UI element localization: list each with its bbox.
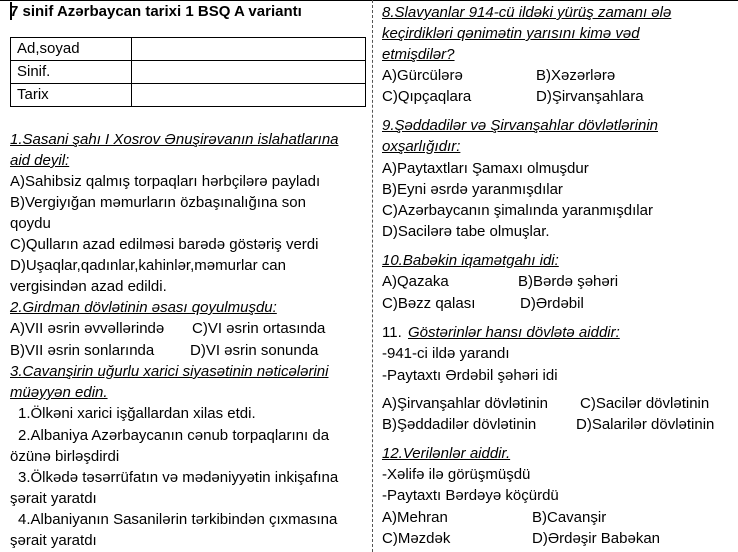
- name-label: Ad,soyad: [11, 38, 132, 61]
- q1-option-b-line2: qoydu: [10, 215, 51, 232]
- date-label: Tarix: [11, 84, 132, 107]
- table-row: [11, 61, 366, 84]
- q8-option-a: A)Gürcülərə: [382, 67, 463, 84]
- name-field[interactable]: [132, 38, 366, 61]
- q11-option-a: A)Şirvanşahlar dövlətinin: [382, 395, 548, 412]
- student-info-table: [10, 37, 366, 107]
- q10-text: 10.Babəkin iqamətgahı idi:: [382, 252, 559, 269]
- q12-feature-1: -Xəlifə ilə görüşmüşdü: [382, 466, 531, 483]
- q10-option-b: B)Bərdə şəhəri: [518, 273, 619, 290]
- q9-option-a: A)Paytaxtları Şamaxı olmuşdur: [382, 160, 589, 177]
- q3-item-3-line1: 3.Ölkədə təsərrüfatın və mədəniyyətin inkişafına: [18, 469, 339, 486]
- q11-text: Göstərinlər hansı dövlətə aiddir:: [408, 324, 620, 341]
- worksheet-title: 7 sinif Azərbaycan tarixi 1 BSQ A variantı: [10, 3, 302, 20]
- q9-text-line2: oxşarlığıdır:: [382, 138, 461, 155]
- q11-feature-1: -941-ci ildə yarandı: [382, 345, 510, 362]
- q8-text-line1: 8.Slavyanlar 914-cü ildəki yürüş zamanı ələ: [382, 4, 672, 21]
- q1-option-d-line2: vergisindən azad edildi.: [10, 278, 167, 295]
- q9-option-c: C)Azərbaycanın şimalında yaranmışdılar: [382, 202, 653, 219]
- q2-option-c: C)VI əsrin ortasında: [192, 320, 326, 337]
- q9-option-b: B)Eyni əsrdə yaranmışdılar: [382, 181, 563, 198]
- q11-option-d: D)Salarilər dövlətinin: [576, 416, 715, 433]
- q10-option-a: A)Qazaka: [382, 273, 449, 290]
- q10-option-c: C)Bəzz qalası: [382, 295, 476, 312]
- table-row: [11, 84, 366, 107]
- q10-option-d: D)Ərdəbil: [520, 295, 584, 312]
- column-divider: [372, 0, 373, 552]
- q1-option-a: A)Sahibsiz qalmış torpaqları hərbçilərə payladı: [10, 173, 321, 190]
- table-row: [11, 38, 366, 61]
- q3-item-1: 1.Ölkəni xarici işğallardan xilas etdi.: [18, 405, 256, 422]
- q2-option-a: A)VII əsrin əvvəllərində: [10, 320, 165, 337]
- q8-option-d: D)Şirvanşahlara: [536, 88, 644, 105]
- q3-item-2-line2: özünə birləşdirdi: [10, 448, 120, 465]
- q3-text-line2: müəyyən edin.: [10, 384, 108, 401]
- q2-option-d: D)VI əsrin sonunda: [190, 342, 319, 359]
- q8-option-c: C)Qıpçaqlara: [382, 88, 472, 105]
- q11-feature-2: -Paytaxtı Ərdəbil şəhəri idi: [382, 367, 558, 384]
- q9-option-d: D)Sacilərə tabe olmuşlar.: [382, 223, 550, 240]
- class-field[interactable]: [132, 61, 366, 84]
- q1-option-b-line1: B)Vergiyığan məmurların özbaşınalığına son: [10, 194, 306, 211]
- q3-text-line1: 3.Cavanşirin uğurlu xarici siyasətinin nəticələrini: [10, 363, 329, 380]
- q12-feature-2: -Paytaxtı Bərdəyə köçürdü: [382, 487, 559, 504]
- q1-option-d-line1: D)Uşaqlar,qadınlar,kahinlər,məmurlar can: [10, 257, 286, 274]
- q12-option-a: A)Mehran: [382, 509, 448, 526]
- class-label: Sinif.: [11, 61, 132, 84]
- q8-text-line2: keçirdikləri qənimətin yarısını kimə vəd: [382, 25, 640, 42]
- q8-text-line3: etmişdilər?: [382, 46, 455, 63]
- q12-option-b: B)Cavanşir: [532, 509, 607, 526]
- q3-item-4-line1: 4.Albaniyanın Sasanilərin tərkibindən çıxmasına: [18, 511, 338, 528]
- q1-text-line2: aid deyil:: [10, 152, 70, 169]
- q3-item-2-line1: 2.Albaniya Azərbaycanın cənub torpaqlarını da: [18, 427, 330, 444]
- q1-option-c: C)Qulların azad edilməsi barədə göstəriş verdi: [10, 236, 319, 253]
- q2-text: 2.Girdman dövlətinin əsası qoyulmuşdu:: [10, 299, 277, 316]
- date-field[interactable]: [132, 84, 366, 107]
- q11-option-b: B)Şəddadilər dövlətinin: [382, 416, 537, 433]
- q9-text-line1: 9.Şəddadilər və Şirvanşahlar dövlətlərinin: [382, 117, 658, 134]
- q11-option-c: C)Sacilər dövlətinin: [580, 395, 710, 412]
- q2-option-b: B)VII əsrin sonlarında: [10, 342, 155, 359]
- q11-number: 11.: [382, 324, 402, 341]
- q3-item-3-line2: şərait yaratdı: [10, 490, 97, 507]
- q3-item-4-line2: şərait yaratdı: [10, 532, 97, 549]
- q12-option-c: C)Məzdək: [382, 530, 451, 547]
- q8-option-b: B)Xəzərlərə: [536, 67, 616, 84]
- q1-text-line1: 1.Sasani şahı I Xosrov Ənuşirəvanın islahatlarına: [10, 131, 339, 148]
- q12-option-d: D)Ərdəşir Babəkan: [532, 530, 661, 547]
- q12-text: 12.Verilənlər aiddir.: [382, 445, 511, 462]
- top-border: [0, 0, 738, 1]
